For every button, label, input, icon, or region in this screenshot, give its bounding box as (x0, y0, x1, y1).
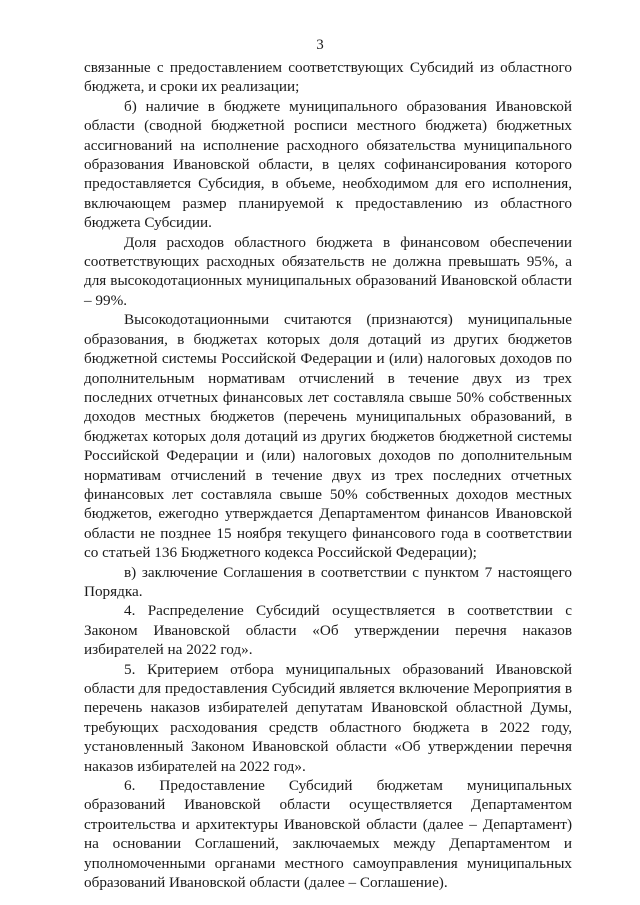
paragraph-item-b: б) наличие в бюджете муниципального образования Ивановской области (сводной бюджетной росписи местного бюджета) бюджетных ассигнований на исполнение расходного обязательства муниципального образования Ивановской области, в целях софинансирования которого предоставляется Субсидия, в объеме, необходимом для его исполнения, включающем размер планируемой к предоставлению из областного бюджета Субсидии. (84, 97, 572, 232)
page-number: 3 (316, 37, 324, 53)
paragraph-continuation: связанные с предоставлением соответствующих Субсидий из областного бюджета, и сроки их реализации; (84, 59, 572, 96)
document-body (84, 58, 572, 892)
paragraph-section-5: 5. Критерием отбора муниципальных образований Ивановской области для предоставления Субсидий является включение Мероприятия в перечень наказов избирателей депутатам Ивановской областной Думы, требующих расходования средств областного бюджета в 2022 году, установленный Законом Ивановской области «Об утверждении перечня наказов избирателей на 2022 год». (84, 660, 572, 775)
paragraph-item-v: в) заключение Соглашения в соответствии с пунктом 7 настоящего Порядка. (84, 563, 572, 600)
paragraph-high-subsidy-definition: Высокодотационными считаются (признаются) муниципальные образования, в бюджетах которых доля дотаций из других бюджетов бюджетной системы Российской Федерации и (или) налоговых доходов по дополнительным нормативам отчислений в течение двух из трех последних отчетных финансовых лет составляла свыше 50% собственных доходов местных бюджетов (перечень муниципальных образований, в бюджетах которых доля дотаций из других бюджетов бюджетной системы Российской Федерации и (или) налоговых доходов по дополнительным нормативам отчислений в течение двух из трех последних отчетных финансовых лет составляла свыше 50% собственных доходов местных бюджетов, ежегодно утверждается Департаментом финансов Ивановской области не позднее 15 ноября текущего финансового года в соответствии со статьей 136 Бюджетного кодекса Российской Федерации); (84, 311, 572, 562)
paragraph-section-6: 6. Предоставление Субсидий бюджетам муниципальных образований Ивановской области осуществляется Департаментом строительства и архитектуры Ивановской области (далее – Департамент) на основании Соглашений, заключаемых между Департаментом и уполномоченными органами местного самоуправления муниципальных образований Ивановской области (далее – Соглашение). (84, 777, 572, 892)
paragraph-budget-share: Доля расходов областного бюджета в финансовом обеспечении соответствующих расходных обязательств не должна превышать 95%, а для высокодотационных муниципальных образований Ивановской области – 99%. (84, 233, 572, 309)
paragraph-section-4: 4. Распределение Субсидий осуществляется в соответствии с Законом Ивановской области «Об утверждении перечня наказов избирателей на 2022 год». (84, 602, 572, 659)
